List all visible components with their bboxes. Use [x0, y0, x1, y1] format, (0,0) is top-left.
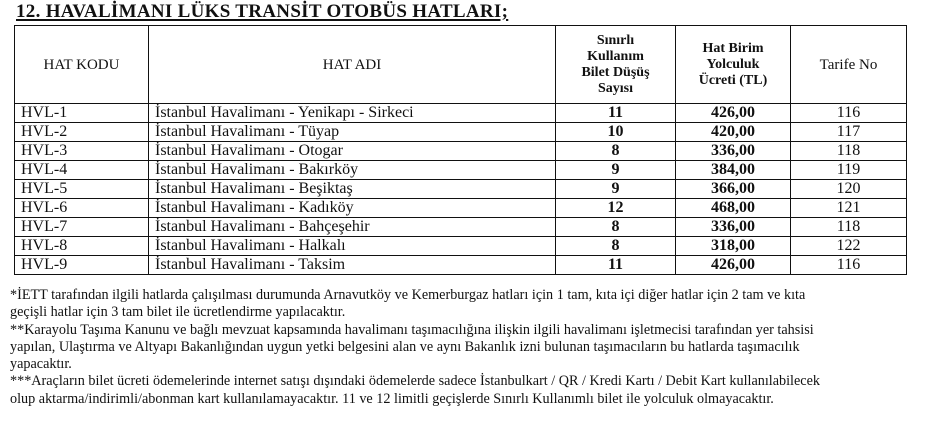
- table-header-row: [15, 26, 907, 104]
- footnote-line: yapılan, Ulaştırma ve Altyapı Bakanlığından uygun yetki belgesini alan ve aynı Bakanlık izni bulunan taşımacıların bu hatlarda taşımacılık: [10, 338, 800, 355]
- fare: 318,00: [676, 237, 791, 256]
- route-code: HVL-1: [15, 104, 149, 123]
- footnote-line: yapacaktır.: [10, 356, 72, 373]
- tariff-no: 122: [791, 237, 907, 256]
- tariff-no: 116: [791, 256, 907, 275]
- header-limited-use-line: Sayısı: [597, 80, 633, 96]
- table-row: [15, 104, 907, 123]
- header-limited-use-line: Sınırlı: [596, 32, 635, 48]
- header-limited-use-line: Kullanım: [587, 48, 644, 64]
- route-name: İstanbul Havalimanı - Bakırköy: [149, 161, 556, 180]
- table-row: [15, 218, 907, 237]
- table-row: [15, 256, 907, 275]
- ticket-count: 11: [556, 104, 676, 123]
- footnote-line: ***Araçların bilet ücreti ödemelerinde internet satışı dışındaki ödemelerde sadece İstanbulkart / QR / Kredi Kartı / Debit Kart kullanılabilecek: [10, 373, 820, 390]
- route-code: HVL-3: [15, 142, 149, 161]
- tariff-no: 121: [791, 199, 907, 218]
- header-tariff: Tarife No: [791, 26, 907, 104]
- route-name: İstanbul Havalimanı - Bahçeşehir: [149, 218, 556, 237]
- header-name: HAT ADI: [149, 26, 556, 104]
- tariff-no: 118: [791, 218, 907, 237]
- ticket-count: 11: [556, 256, 676, 275]
- header-fee-line: Ücreti (TL): [698, 72, 768, 88]
- header-fee-line: Yolculuk: [706, 56, 760, 72]
- footnote-line: *İETT tarafından ilgili hatlarda çalışılması durumunda Arnavutköy ve Kemerburgaz hatları için 1 tam, kıta içi diğer hatlar için 2 tam ve kıta: [10, 287, 806, 303]
- route-code: HVL-2: [15, 123, 149, 142]
- tariff-no: 117: [791, 123, 907, 142]
- route-name: İstanbul Havalimanı - Yenikapı - Sirkeci: [149, 104, 556, 123]
- route-code: HVL-6: [15, 199, 149, 218]
- ticket-count: 8: [556, 237, 676, 256]
- ticket-count: 8: [556, 218, 676, 237]
- fare: 336,00: [676, 218, 791, 237]
- route-name: İstanbul Havalimanı - Taksim: [149, 256, 556, 275]
- table-row: [15, 123, 907, 142]
- ticket-count: 9: [556, 180, 676, 199]
- header-fee-line: Hat Birim: [702, 40, 764, 56]
- route-code: HVL-4: [15, 161, 149, 180]
- fare: 366,00: [676, 180, 791, 199]
- tariff-no: 116: [791, 104, 907, 123]
- tariff-no: 120: [791, 180, 907, 199]
- fare: 384,00: [676, 161, 791, 180]
- route-name: İstanbul Havalimanı - Tüyap: [149, 123, 556, 142]
- route-code: HVL-7: [15, 218, 149, 237]
- footnote-line: olup aktarma/indirimli/abonman kart kullanılamayacaktır. 11 ve 12 limitli geçişlerde Sınırlı Kullanımlı bilet ile yolculuk olmayacaktır.: [10, 390, 774, 407]
- fare: 426,00: [676, 256, 791, 275]
- route-name: İstanbul Havalimanı - Beşiktaş: [149, 180, 556, 199]
- ticket-count: 8: [556, 142, 676, 161]
- footnote-line: geçişli hatlar için 3 tam bilet ile ücretlendirme yapılacaktır.: [10, 304, 346, 321]
- fare: 336,00: [676, 142, 791, 161]
- table-row: [15, 142, 907, 161]
- route-name: İstanbul Havalimanı - Kadıköy: [149, 199, 556, 218]
- fare: 468,00: [676, 199, 791, 218]
- table-row: [15, 237, 907, 256]
- header-limited-use: [556, 26, 676, 104]
- tariff-no: 119: [791, 161, 907, 180]
- route-code: HVL-5: [15, 180, 149, 199]
- route-name: İstanbul Havalimanı - Halkalı: [149, 237, 556, 256]
- ticket-count: 12: [556, 199, 676, 218]
- footnotes: [10, 287, 930, 408]
- fare: 426,00: [676, 104, 791, 123]
- routes-table: [14, 25, 907, 275]
- footnote-line: **Karayolu Taşıma Kanunu ve bağlı mevzuat kapsamında havalimanı taşımacılığına ilişkin ilgili havalimanı işletmecisi tarafından yer tahsisi: [10, 321, 814, 338]
- table-row: [15, 199, 907, 218]
- route-code: HVL-9: [15, 256, 149, 275]
- header-limited-use-line: Bilet Düşüş: [581, 64, 650, 80]
- table-row: [15, 161, 907, 180]
- route-code: HVL-8: [15, 237, 149, 256]
- table-row: [15, 180, 907, 199]
- page-title: 12. HAVALİMANI LÜKS TRANSİT OTOBÜS HATLARI;: [16, 1, 509, 22]
- tariff-no: 118: [791, 142, 907, 161]
- fare: 420,00: [676, 123, 791, 142]
- ticket-count: 9: [556, 161, 676, 180]
- header-fee: [676, 26, 791, 104]
- header-code: HAT KODU: [15, 26, 149, 104]
- route-name: İstanbul Havalimanı - Otogar: [149, 142, 556, 161]
- ticket-count: 10: [556, 123, 676, 142]
